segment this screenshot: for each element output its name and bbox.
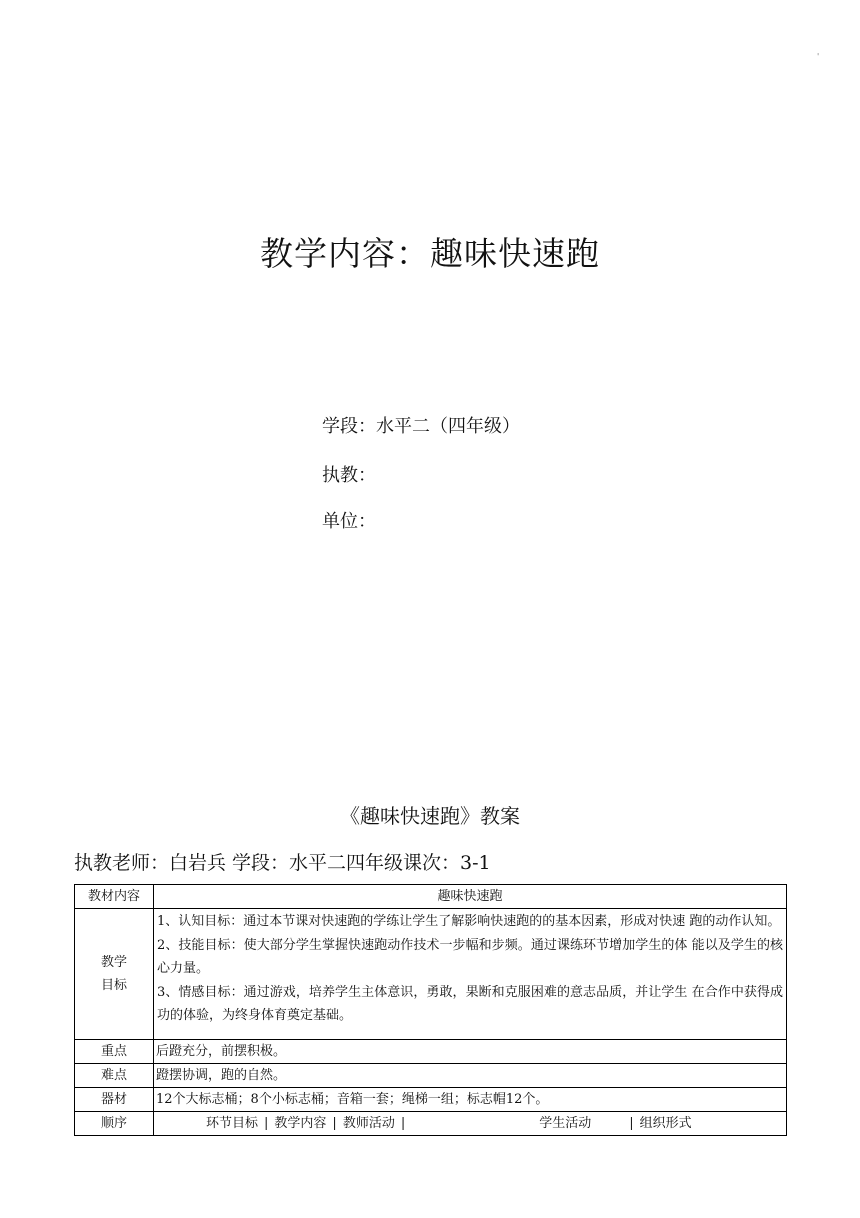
objective-affective: 3、情感目标：通过游戏，培养学生主体意识，勇敢，果断和克服困难的意志品质，并让学生 在合作中获得成功的体验，为终身体育奠定基础。 xyxy=(157,984,783,1023)
table-row-difficulty xyxy=(75,1064,787,1088)
difficulty-value: 蹬摆协调，跑的自然。 xyxy=(154,1064,787,1088)
order-col-goal: 环节目标 xyxy=(206,1116,259,1131)
key-point-label: 重点 xyxy=(75,1040,154,1064)
table-row-equipment xyxy=(75,1088,787,1112)
key-point-value: 后蹬充分，前摆积极。 xyxy=(154,1040,787,1064)
cover-title: 教学内容：趣味快速跑 xyxy=(260,234,600,273)
content-label: 教材内容 xyxy=(75,885,154,909)
table-row-content xyxy=(75,885,787,909)
equipment-value: 12个大标志桶；8个小标志桶；音箱一套；绳梯一组；标志帽12个。 xyxy=(154,1088,787,1112)
lesson-plan-table xyxy=(74,884,787,1136)
cover-stage: 学段：水平二（四年级） xyxy=(322,416,520,437)
objective-skill: 2、技能目标：使大部分学生掌握快速跑动作技术一步幅和步频。通过课练环节增加学生的体 能以及学生的核心力量。 xyxy=(157,937,783,976)
order-columns-cell: 环节目标 | 教学内容 | 教师活动 | 学生活动 | 组织形式 xyxy=(154,1112,787,1136)
order-col-content: 教学内容 xyxy=(274,1116,327,1131)
order-label: 顺序 xyxy=(75,1112,154,1136)
corner-mark: ' xyxy=(817,52,820,61)
cover-unit: 单位： xyxy=(322,511,376,532)
objectives-label-line1: 教学 xyxy=(100,955,127,970)
table-row-order xyxy=(75,1112,787,1136)
objectives-label xyxy=(75,909,154,1040)
lesson-plan-title: 《趣味快速跑》教案 xyxy=(340,804,520,828)
table-row-key-point xyxy=(75,1040,787,1064)
content-value: 趣味快速跑 xyxy=(154,885,787,909)
objectives-label-line2: 目标 xyxy=(100,978,127,993)
difficulty-label: 难点 xyxy=(75,1064,154,1088)
equipment-label: 器材 xyxy=(75,1088,154,1112)
objective-cognitive: 1、认知目标：通过本节课对快速跑的学练让学生了解影响快速跑的的基本因素，形成对快速 跑的动作认知。 xyxy=(157,914,781,929)
order-col-teacher: 教师活动 xyxy=(342,1116,395,1131)
cover-teacher: 执教： xyxy=(322,465,376,486)
objectives-cell xyxy=(154,909,787,1040)
lesson-info-line: 执教老师：白岩兵 学段：水平二四年级课次：3-1 xyxy=(74,852,491,874)
table-row-objectives xyxy=(75,909,787,1040)
order-col-organization: 组织形式 xyxy=(639,1116,692,1131)
order-col-student: 学生活动 xyxy=(539,1116,592,1131)
